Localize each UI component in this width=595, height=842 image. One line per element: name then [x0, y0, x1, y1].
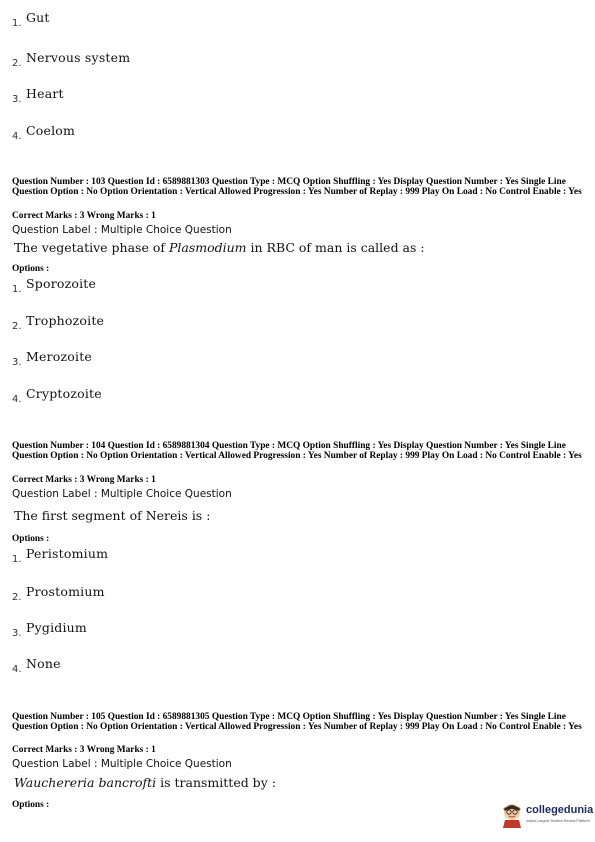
option-number: 1.: [12, 554, 22, 565]
collegedunia-logo: [500, 800, 594, 832]
question-103-label: Question Label : Multiple Choice Question: [12, 224, 232, 236]
question-103-text: [14, 240, 425, 255]
option-number: 3.: [12, 94, 22, 105]
question-105-label: Question Label : Multiple Choice Question: [12, 758, 232, 770]
brand-tagline: India's Largest Student Review Platform: [526, 819, 590, 823]
option-text: Heart: [26, 86, 64, 101]
option-number: 2.: [12, 321, 22, 332]
question-104-options-label: Options :: [12, 534, 50, 544]
option-text: Nervous system: [26, 50, 131, 65]
option-text: Sporozoite: [26, 276, 97, 291]
question-103-meta: Question Number : 103 Question Id : 6589881303 Question Type : MCQ Option Shuffling : Yes Display Question Number : Yes Single Line Question Option : No Option Orientation : Vertical Allowed Progression : Yes Number of Replay : 999 Play On Load : No Control Enable : Yes: [12, 177, 582, 197]
question-104-text: The first segment of Nereis is :: [14, 508, 211, 523]
question-text-italic: Wauchereria bancrofti: [14, 775, 157, 790]
option-number: 1.: [12, 18, 22, 29]
option-text: Peristomium: [26, 546, 109, 561]
option-number: 4.: [12, 394, 22, 405]
option-text: Merozoite: [26, 349, 93, 364]
question-105-meta: Question Number : 105 Question Id : 6589881305 Question Type : MCQ Option Shuffling : Yes Display Question Number : Yes Single Line Question Option : No Option Orientation : Vertical Allowed Progression : Yes Number of Replay : 999 Play On Load : No Control Enable : Yes: [12, 712, 582, 732]
option-number: 1.: [12, 284, 22, 295]
question-105-marks: Correct Marks : 3 Wrong Marks : 1: [12, 745, 156, 755]
option-text: Cryptozoite: [26, 386, 102, 401]
option-number: 2.: [12, 592, 22, 603]
question-103-marks: Correct Marks : 3 Wrong Marks : 1: [12, 211, 156, 221]
option-number: 2.: [12, 58, 22, 69]
option-text: Coelom: [26, 123, 76, 138]
option-text: Prostomium: [26, 584, 105, 599]
option-text: Pygidium: [26, 620, 87, 635]
question-text-part: is transmitted by :: [156, 775, 276, 790]
option-text: Gut: [26, 10, 50, 25]
option-number: 4.: [12, 664, 22, 675]
brand-name: collegedunia: [526, 804, 594, 816]
question-text-part: in RBC of man is called as :: [246, 240, 425, 255]
question-104-marks: Correct Marks : 3 Wrong Marks : 1: [12, 475, 156, 485]
option-text: Trophozoite: [26, 313, 105, 328]
question-103-options-label: Options :: [12, 264, 50, 274]
question-105-options-label: Options :: [12, 800, 50, 810]
question-text-italic: Plasmodium: [168, 240, 247, 255]
question-105-text: [14, 775, 276, 790]
option-text: None: [26, 656, 61, 671]
mascot-icon: [500, 802, 524, 828]
question-104-meta: Question Number : 104 Question Id : 6589881304 Question Type : MCQ Option Shuffling : Yes Display Question Number : Yes Single Line Question Option : No Option Orientation : Vertical Allowed Progression : Yes Number of Replay : 999 Play On Load : No Control Enable : Yes: [12, 441, 582, 461]
question-text-part: The vegetative phase of: [14, 240, 169, 255]
option-number: 3.: [12, 628, 22, 639]
option-number: 3.: [12, 357, 22, 368]
option-number: 4.: [12, 131, 22, 142]
question-104-label: Question Label : Multiple Choice Question: [12, 488, 232, 500]
